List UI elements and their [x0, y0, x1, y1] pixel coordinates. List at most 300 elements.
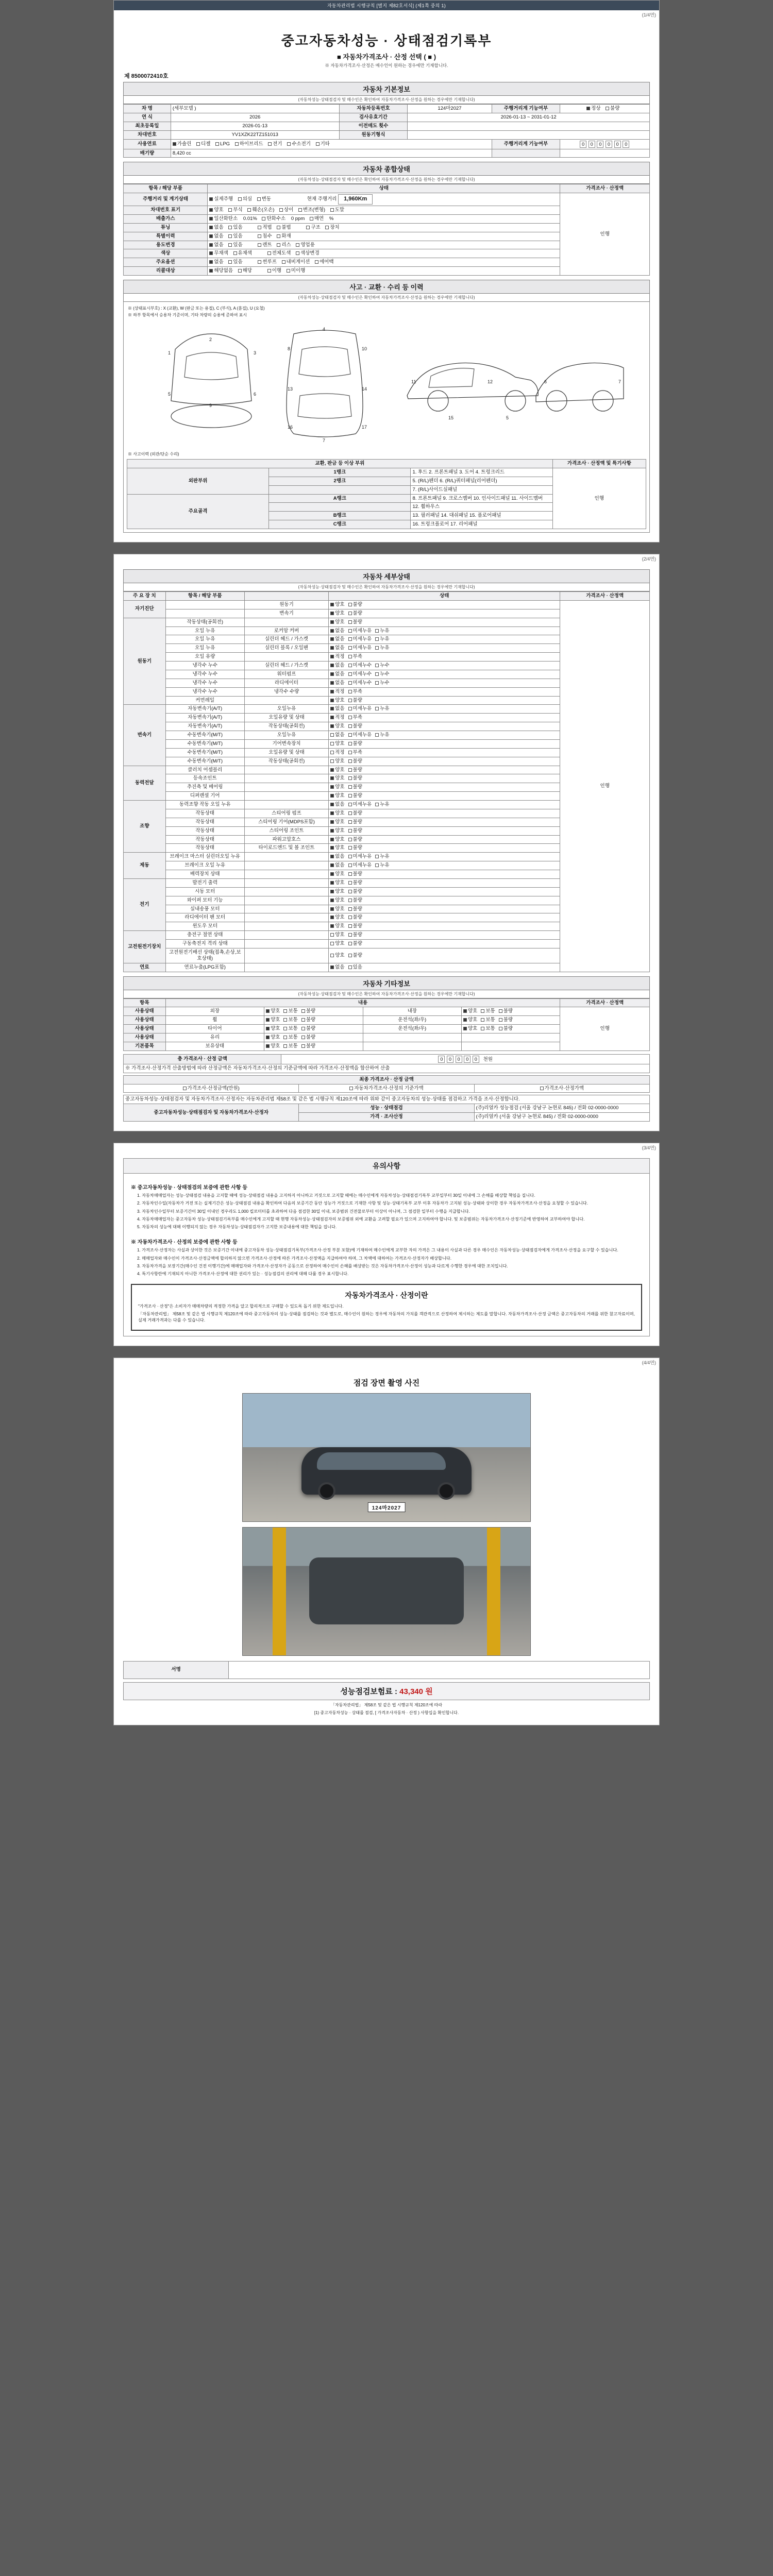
checkbox-navigation[interactable]: [282, 260, 285, 264]
checkbox-recall-not-done[interactable]: [287, 269, 290, 273]
detail-sub: 오일 누유: [165, 635, 244, 644]
label-d3-1-0: 양호: [335, 775, 345, 782]
checkbox-d4-0-1[interactable]: [348, 803, 352, 806]
checkbox-d4-5-1[interactable]: [348, 846, 352, 850]
checkbox-o2b-1[interactable]: [481, 1027, 484, 1030]
row-value-main-options: [208, 258, 560, 267]
checkbox-d5-0-1[interactable]: [348, 855, 352, 858]
detail-sub: 냉각수 누수: [165, 687, 244, 696]
checkbox-d4-5-0[interactable]: [330, 846, 334, 850]
other-state: [264, 1007, 363, 1016]
detail-state: [329, 801, 560, 809]
label-d1-1-0: 없음: [335, 628, 345, 634]
detail-sub: 오일 유량: [165, 653, 244, 662]
checkbox-mileage-normal[interactable]: [586, 107, 590, 110]
checkbox-d1-6-2[interactable]: [375, 672, 379, 676]
label-o2b-1: 보통: [485, 1026, 495, 1032]
notice-item-4: 5. 자동차의 성능에 대해 이행되지 않는 경우 자동차성능·상태점검자가 고지한 보증내용에 대한 책임을 집니다.: [137, 1225, 337, 1230]
checkbox-vin-corrosion[interactable]: [228, 208, 232, 212]
checkbox-recall-na[interactable]: [209, 269, 213, 273]
label-d4-4-1: 불량: [352, 836, 362, 842]
checkbox-d5-0-0[interactable]: [330, 855, 334, 858]
svg-text:8: 8: [288, 346, 291, 351]
checkbox-d3-2-1[interactable]: [348, 785, 352, 789]
page-subtitle: ■ 자동차가격조사 · 산정 선택 ( ■ ): [337, 53, 436, 61]
notice-heading-1: ※ 중고자동차성능 · 상태점검의 보증에 관한 사항 등: [131, 1185, 247, 1191]
detail-item: 실린더 블록 / 오일팬: [244, 644, 328, 653]
checkbox-d4-3-0[interactable]: [330, 829, 334, 833]
section-basic-info-note: (자동차성능·상태점검자 및 매수인은 확인하여 자동차가격조사·산정을 원하는 경우에만 기재합니다): [123, 96, 650, 104]
label-fuel-hybrid: 하이브리드: [239, 141, 263, 147]
th-other-item: 항목: [124, 998, 166, 1007]
checkbox-fire[interactable]: [277, 234, 280, 238]
label-d5-2-0: 양호: [335, 871, 345, 877]
detail-item: 작동상태(공회전): [244, 757, 328, 766]
checkbox-d7-1-1[interactable]: [348, 942, 352, 945]
checkbox-vin-diff[interactable]: [279, 208, 283, 212]
label-d2-3-1: 미세누유: [352, 732, 372, 738]
checkbox-d2-3-2[interactable]: [375, 733, 379, 737]
checkbox-d8-0-1[interactable]: [348, 965, 352, 969]
detail-sub: 작동상태: [165, 826, 244, 835]
checkbox-d2-1-0[interactable]: [330, 716, 334, 719]
checkbox-d3-3-0[interactable]: [330, 794, 334, 798]
checkbox-d4-3-1[interactable]: [348, 829, 352, 833]
checkbox-o1b-1[interactable]: [481, 1018, 484, 1022]
detail-sub: 와이퍼 모터 기능: [165, 896, 244, 905]
detail-state: [329, 887, 560, 896]
label-recall-not-done: 미이행: [291, 268, 306, 274]
checkbox-o4a-1[interactable]: [283, 1044, 287, 1048]
checkbox-d4-4-0[interactable]: [330, 838, 334, 841]
checkbox-o0b-2[interactable]: [499, 1009, 502, 1013]
checkbox-d1-5-0[interactable]: [330, 664, 334, 667]
checkbox-rent[interactable]: [258, 243, 261, 247]
th-subitem: 항목 / 해당 부품: [165, 592, 244, 601]
checkbox-d3-0-0[interactable]: [330, 768, 334, 772]
checkbox-vin-good[interactable]: [209, 208, 213, 212]
checkbox-full-repaint[interactable]: [267, 251, 271, 255]
label-d0-1-0: 양호: [335, 610, 345, 616]
price-total-table: [123, 1054, 650, 1073]
checkbox-special-none[interactable]: [209, 234, 213, 238]
checkbox-mileage-actual[interactable]: [209, 197, 213, 201]
checkbox-o0a-2[interactable]: [301, 1009, 305, 1013]
notice-heading-2: ※ 자동차가격조사 · 산정의 보증에 관한 사항 등: [131, 1240, 238, 1246]
checkbox-d2-1-1[interactable]: [348, 716, 352, 719]
checkbox-tuning-structure[interactable]: [306, 226, 310, 229]
label-o3a-0: 양호: [271, 1035, 280, 1040]
svg-text:2: 2: [209, 337, 212, 342]
checkbox-d3-0-1[interactable]: [348, 768, 352, 772]
checkbox-d4-1-1[interactable]: [348, 811, 352, 815]
other-state: [264, 1025, 363, 1033]
checkbox-d2-3-0[interactable]: [330, 733, 334, 737]
checkbox-d2-5-1[interactable]: [348, 751, 352, 754]
checkbox-d3-1-1[interactable]: [348, 776, 352, 780]
th-device: 주 요 장 치: [124, 592, 166, 601]
checkbox-o3a-2[interactable]: [301, 1036, 305, 1039]
detail-sub: 오일 누유: [165, 626, 244, 635]
checkbox-d3-3-1[interactable]: [348, 794, 352, 798]
detail-state: [329, 896, 560, 905]
checkbox-tuning-legal[interactable]: [258, 226, 261, 229]
value-engine-type: [408, 130, 650, 139]
detail-group-1: 원동기: [124, 618, 166, 705]
checkbox-emission-hc[interactable]: [262, 217, 265, 221]
wheel-right: [438, 1482, 455, 1500]
checkbox-d6-3-1[interactable]: [348, 907, 352, 911]
checkbox-o1a-0[interactable]: [266, 1018, 270, 1022]
checkbox-d4-2-0[interactable]: [330, 820, 334, 824]
page-number-4: (4/4면): [642, 1360, 656, 1365]
checkbox-flood[interactable]: [258, 234, 261, 238]
displacement-unit: cc: [186, 150, 191, 156]
label-d1-6-2: 누수: [380, 671, 390, 677]
checkbox-d3-1-0[interactable]: [330, 776, 334, 780]
label-o2a-2: 불량: [306, 1026, 316, 1032]
checkbox-d1-0-1[interactable]: [348, 620, 352, 624]
notice-title: 유의사항: [123, 1158, 650, 1174]
checkbox-d1-2-0[interactable]: [330, 637, 334, 641]
table-row: [124, 600, 650, 609]
detail-group-5: 제동: [124, 853, 166, 879]
detail-item: 파워고압호스: [244, 835, 328, 844]
detail-state: [329, 644, 560, 653]
detail-item: [244, 618, 328, 626]
checkbox-d1-7-0[interactable]: [330, 681, 334, 685]
checkbox-d7-1-0[interactable]: [330, 942, 334, 945]
checkbox-d1-5-1[interactable]: [348, 664, 352, 667]
other-cat: 사용상태: [124, 1025, 166, 1033]
checkbox-d1-8-1[interactable]: [348, 690, 352, 693]
checkbox-d1-2-2[interactable]: [375, 637, 379, 641]
checkbox-final-3[interactable]: [540, 1087, 544, 1090]
checkbox-d1-3-1[interactable]: [348, 646, 352, 650]
checkbox-o1a-2[interactable]: [301, 1018, 305, 1022]
label-d4-0-1: 미세누유: [352, 802, 372, 807]
checkbox-d4-0-2[interactable]: [375, 803, 379, 806]
checkbox-fuel-other[interactable]: [316, 142, 320, 146]
checkbox-d6-0-1[interactable]: [348, 881, 352, 885]
checkbox-d5-0-2[interactable]: [375, 855, 379, 858]
checkbox-fuel-gasoline[interactable]: [173, 142, 176, 146]
checkbox-fuel-electric[interactable]: [268, 142, 272, 146]
checkbox-d1-2-1[interactable]: [348, 637, 352, 641]
detail-state: [329, 626, 560, 635]
checkbox-o1a-1[interactable]: [283, 1018, 287, 1022]
detail-item: 오일유량 및 상태: [244, 714, 328, 722]
svg-text:5: 5: [506, 415, 509, 420]
checkbox-d1-7-2[interactable]: [375, 681, 379, 685]
checkbox-recall-done[interactable]: [267, 269, 271, 273]
detail-item: [244, 887, 328, 896]
checkbox-d7-2-0[interactable]: [330, 954, 334, 957]
checkbox-d2-6-0[interactable]: [330, 759, 334, 763]
label-d4-1-0: 양호: [335, 810, 345, 816]
checkbox-vin-erased[interactable]: [330, 208, 334, 212]
label-fuel-lpg: LPG: [220, 141, 230, 147]
value-mileage-func: [560, 105, 650, 113]
label-d6-4-1: 불량: [352, 914, 362, 921]
checkbox-d6-4-1[interactable]: [348, 916, 352, 919]
label-fuel: 사용연료: [124, 139, 171, 149]
checkbox-usage-none[interactable]: [209, 243, 213, 247]
label-d2-2-0: 양호: [335, 723, 345, 730]
checkbox-final-1[interactable]: [183, 1087, 187, 1090]
checkbox-d1-0-0[interactable]: [330, 620, 334, 624]
label-d6-5-0: 양호: [335, 923, 345, 929]
checkbox-d0-0-0[interactable]: [330, 603, 334, 606]
label-d5-1-0: 없음: [335, 862, 345, 869]
checkbox-mileage-changed[interactable]: [257, 197, 261, 201]
checkbox-tuning-none[interactable]: [209, 226, 213, 229]
label-d1-9-0: 양호: [335, 697, 345, 703]
checkbox-color-achromatic[interactable]: [209, 251, 213, 255]
checkbox-d1-1-2[interactable]: [375, 629, 379, 633]
checkbox-o0b-1[interactable]: [481, 1009, 484, 1013]
row-label-usage-change: 용도변경: [124, 241, 208, 249]
checkbox-o3a-1[interactable]: [283, 1036, 287, 1039]
value-vin: YV1XZK22TZ151013: [171, 130, 339, 139]
checkbox-d4-4-1[interactable]: [348, 838, 352, 841]
row-label-recall: 리콜대상: [124, 267, 208, 276]
car-window: [317, 1452, 446, 1470]
detail-state: [329, 705, 560, 714]
checkbox-o2a-0[interactable]: [266, 1027, 270, 1030]
checkbox-d1-9-1[interactable]: [348, 699, 352, 702]
checkbox-o0a-1[interactable]: [283, 1009, 287, 1013]
other-state: [264, 1033, 363, 1042]
checkbox-fuel-hybrid[interactable]: [235, 142, 239, 146]
checkbox-d1-6-0[interactable]: [330, 672, 334, 676]
label-o0a-2: 불량: [306, 1008, 316, 1014]
checkbox-o2a-1[interactable]: [283, 1027, 287, 1030]
notice-body: [123, 1174, 650, 1336]
underbody-shape: [309, 1557, 464, 1624]
detail-sub: 작동상태: [165, 835, 244, 844]
checkbox-d1-4-1[interactable]: [348, 655, 352, 658]
checkbox-d1-3-0[interactable]: [330, 646, 334, 650]
checkbox-d8-0-0[interactable]: [330, 965, 334, 969]
checkbox-lease[interactable]: [277, 243, 280, 247]
checkbox-d1-6-1[interactable]: [348, 672, 352, 676]
checkbox-d4-2-1[interactable]: [348, 820, 352, 824]
svg-text:7: 7: [323, 438, 326, 443]
label-d6-0-0: 양호: [335, 879, 345, 886]
checkbox-d2-0-1[interactable]: [348, 707, 352, 710]
checkbox-o0a-0[interactable]: [266, 1009, 270, 1013]
label-d1-1-1: 미세누유: [352, 628, 372, 634]
checkbox-d6-0-0[interactable]: [330, 881, 334, 885]
section-detail-note: (자동차성능·상태점검자 및 매수인은 확인하여 자동차가격조사·산정을 원하는 경우에만 기재합니다): [123, 583, 650, 591]
checkbox-d5-1-0[interactable]: [330, 863, 334, 867]
svg-text:10: 10: [362, 346, 367, 351]
other-cat: 사용상태: [124, 1016, 166, 1025]
section-accident-title: 사고 · 교환 · 수리 등 이력: [123, 280, 650, 294]
checkbox-d6-5-0[interactable]: [330, 924, 334, 928]
label-d4-2-1: 불량: [352, 819, 362, 825]
checkbox-d2-2-0[interactable]: [330, 724, 334, 728]
guarantee-body: 「자동차관리법」 제58조 및 같은 법 시행규칙 제120조에 따라 중고자동차의 성능·상태를 점검하는 것과 별도로, 매수인이 원하는 경우에 자동차의 가치를 객관적으로 산정하여 제시하는 제도를 말합니다. 자동차가격조사·산정 금액은 중고자동차의 거래를 위한 참고자료이며, 실제 거래가격과는 다를 수 있습니다.: [138, 1311, 635, 1323]
checkbox-tuning-yes[interactable]: [228, 226, 232, 229]
checkbox-tuning-device[interactable]: [325, 226, 329, 229]
digit-box: 0: [580, 141, 586, 148]
value-reg-no: 124마2027: [408, 105, 492, 113]
accident-diagram-container: [123, 302, 650, 533]
label-special-yes: 있음: [233, 233, 243, 239]
checkbox-tuning-illegal[interactable]: [277, 226, 280, 229]
label-commercial: 영업용: [300, 242, 315, 248]
checkbox-d4-0-0[interactable]: [330, 803, 334, 806]
checkbox-d1-9-0[interactable]: [330, 699, 334, 702]
label-first-registration: 최초등록일: [124, 122, 171, 130]
label-d5-0-1: 미세누유: [352, 854, 372, 860]
notice-list-1: [131, 1193, 642, 1230]
checkbox-d7-0-0[interactable]: [330, 933, 334, 937]
checkbox-o2b-2[interactable]: [499, 1027, 502, 1030]
label-d8-0-0: 없음: [335, 964, 345, 970]
checkbox-fuel-lpg[interactable]: [215, 142, 219, 146]
digit-box: 0: [597, 141, 603, 148]
checkbox-d2-4-1[interactable]: [348, 742, 352, 745]
checkbox-d6-3-0[interactable]: [330, 907, 334, 911]
label-d2-1-1: 부족: [352, 715, 362, 721]
checkbox-fuel-hydrogen[interactable]: [287, 142, 291, 146]
checkbox-vin-altered[interactable]: [298, 208, 302, 212]
label-mileage-func: 주행거리계 기능여부: [492, 105, 560, 113]
checkbox-d6-5-1[interactable]: [348, 924, 352, 928]
checkbox-d2-0-0[interactable]: [330, 707, 334, 710]
label-d6-4-0: 양호: [335, 914, 345, 921]
signature-area[interactable]: [229, 1661, 650, 1679]
checkbox-d2-5-0[interactable]: [330, 751, 334, 754]
checkbox-d1-5-2[interactable]: [375, 664, 379, 667]
checkbox-vin-damaged[interactable]: [247, 208, 251, 212]
checkbox-mileage-bad[interactable]: [606, 107, 609, 110]
checkbox-d6-2-0[interactable]: [330, 899, 334, 902]
detail-item: 스티어링 펌프: [244, 809, 328, 818]
svg-text:6: 6: [254, 392, 257, 397]
checkbox-emission-smoke[interactable]: [310, 217, 313, 221]
checkbox-d0-0-1[interactable]: [348, 603, 352, 606]
detail-sub: 냉각수 누수: [165, 679, 244, 687]
other-item: 타이어: [165, 1025, 264, 1033]
checkbox-d6-1-0[interactable]: [330, 890, 334, 893]
section-other-title: 자동차 기타정보: [123, 976, 650, 990]
label-d2-0-0: 없음: [335, 706, 345, 712]
label-d1-6-0: 없음: [335, 671, 345, 677]
group-exterior-panel: 외판부위: [127, 468, 269, 494]
checkbox-d3-2-0[interactable]: [330, 785, 334, 789]
checkbox-options-none[interactable]: [209, 260, 213, 264]
checkbox-d1-3-2[interactable]: [375, 646, 379, 650]
checkbox-o1b-2[interactable]: [499, 1018, 502, 1022]
checkbox-final-2[interactable]: [349, 1087, 353, 1090]
detail-sub: 냉각수 누수: [165, 662, 244, 670]
checkbox-d5-1-2[interactable]: [375, 863, 379, 867]
label-d1-7-2: 누수: [380, 680, 390, 686]
checkbox-options-yes[interactable]: [228, 260, 232, 264]
checkbox-special-yes[interactable]: [228, 234, 232, 238]
checkbox-airbag[interactable]: [315, 260, 318, 264]
label-d1-2-2: 누유: [380, 636, 390, 642]
checkbox-color-change[interactable]: [296, 251, 299, 255]
detail-item: 실린더 헤드 / 가스켓: [244, 662, 328, 670]
checkbox-d5-2-1[interactable]: [348, 872, 352, 876]
checkbox-d6-1-1[interactable]: [348, 890, 352, 893]
checkbox-emission-co[interactable]: [209, 217, 213, 221]
checkbox-o4a-2[interactable]: [301, 1044, 305, 1048]
detail-item: [244, 801, 328, 809]
checkbox-d7-2-1[interactable]: [348, 954, 352, 957]
svg-text:11: 11: [411, 379, 416, 384]
checkbox-d2-2-1[interactable]: [348, 724, 352, 728]
checkbox-d2-0-2[interactable]: [375, 707, 379, 710]
digit-box: 0: [606, 141, 612, 148]
checkbox-commercial[interactable]: [296, 243, 299, 247]
checkbox-o4a-0[interactable]: [266, 1044, 270, 1048]
checkbox-o1b-0[interactable]: [463, 1018, 467, 1022]
label-tuning-yes: 있음: [233, 224, 243, 230]
label-car-name: 차 명: [124, 105, 171, 113]
checkbox-o3a-0[interactable]: [266, 1036, 270, 1039]
label-vin-altered: 변조(변형): [303, 207, 326, 213]
checkbox-d0-1-0[interactable]: [330, 612, 334, 615]
checkbox-d1-7-1[interactable]: [348, 681, 352, 685]
detail-state: [329, 940, 560, 948]
svg-text:14: 14: [362, 386, 367, 392]
checkbox-recall-yes[interactable]: [238, 269, 242, 273]
checkbox-d6-4-0[interactable]: [330, 916, 334, 919]
checkbox-d1-4-0[interactable]: [330, 655, 334, 658]
checkbox-mileage-suspect[interactable]: [238, 197, 242, 201]
car-diagram: [127, 318, 646, 449]
label-d1-4-0: 적정: [335, 654, 345, 660]
checkbox-usage-yes[interactable]: [228, 243, 232, 247]
checkbox-d7-0-1[interactable]: [348, 933, 352, 937]
label-d2-1-0: 적정: [335, 715, 345, 721]
detail-sub: 수동변속기(M/T): [165, 731, 244, 740]
checkbox-color-chromatic[interactable]: [233, 251, 237, 255]
checkbox-d5-1-1[interactable]: [348, 863, 352, 867]
checkbox-d2-4-0[interactable]: [330, 742, 334, 745]
checkbox-o2a-2[interactable]: [301, 1027, 305, 1030]
label-d3-3-0: 양호: [335, 793, 345, 799]
checkbox-d5-2-0[interactable]: [330, 872, 334, 876]
th-state: 상태: [329, 592, 560, 601]
label-fee: 성능점검보험료 :: [340, 1687, 397, 1696]
checkbox-d1-8-0[interactable]: [330, 690, 334, 693]
label-o4a-0: 양호: [271, 1043, 280, 1049]
detail-sub: 충전구 절연 상태: [165, 931, 244, 940]
checkbox-o0b-0[interactable]: [463, 1009, 467, 1013]
checkbox-d6-2-1[interactable]: [348, 899, 352, 902]
checkbox-d2-3-1[interactable]: [348, 733, 352, 737]
detail-item: [244, 870, 328, 879]
label-smoke: 매연: [314, 215, 324, 222]
checkbox-d2-6-1[interactable]: [348, 759, 352, 763]
checkbox-o2b-0[interactable]: [463, 1027, 467, 1030]
checkbox-fuel-diesel[interactable]: [196, 142, 200, 146]
checkbox-d1-1-0[interactable]: [330, 629, 334, 633]
th-other-content: 내용: [165, 998, 560, 1007]
checkbox-d4-1-0[interactable]: [330, 811, 334, 815]
page-2: [113, 554, 660, 1131]
checkbox-d1-1-1[interactable]: [348, 629, 352, 633]
checkbox-d0-1-1[interactable]: [348, 612, 352, 615]
checkbox-sunroof[interactable]: [258, 260, 261, 264]
